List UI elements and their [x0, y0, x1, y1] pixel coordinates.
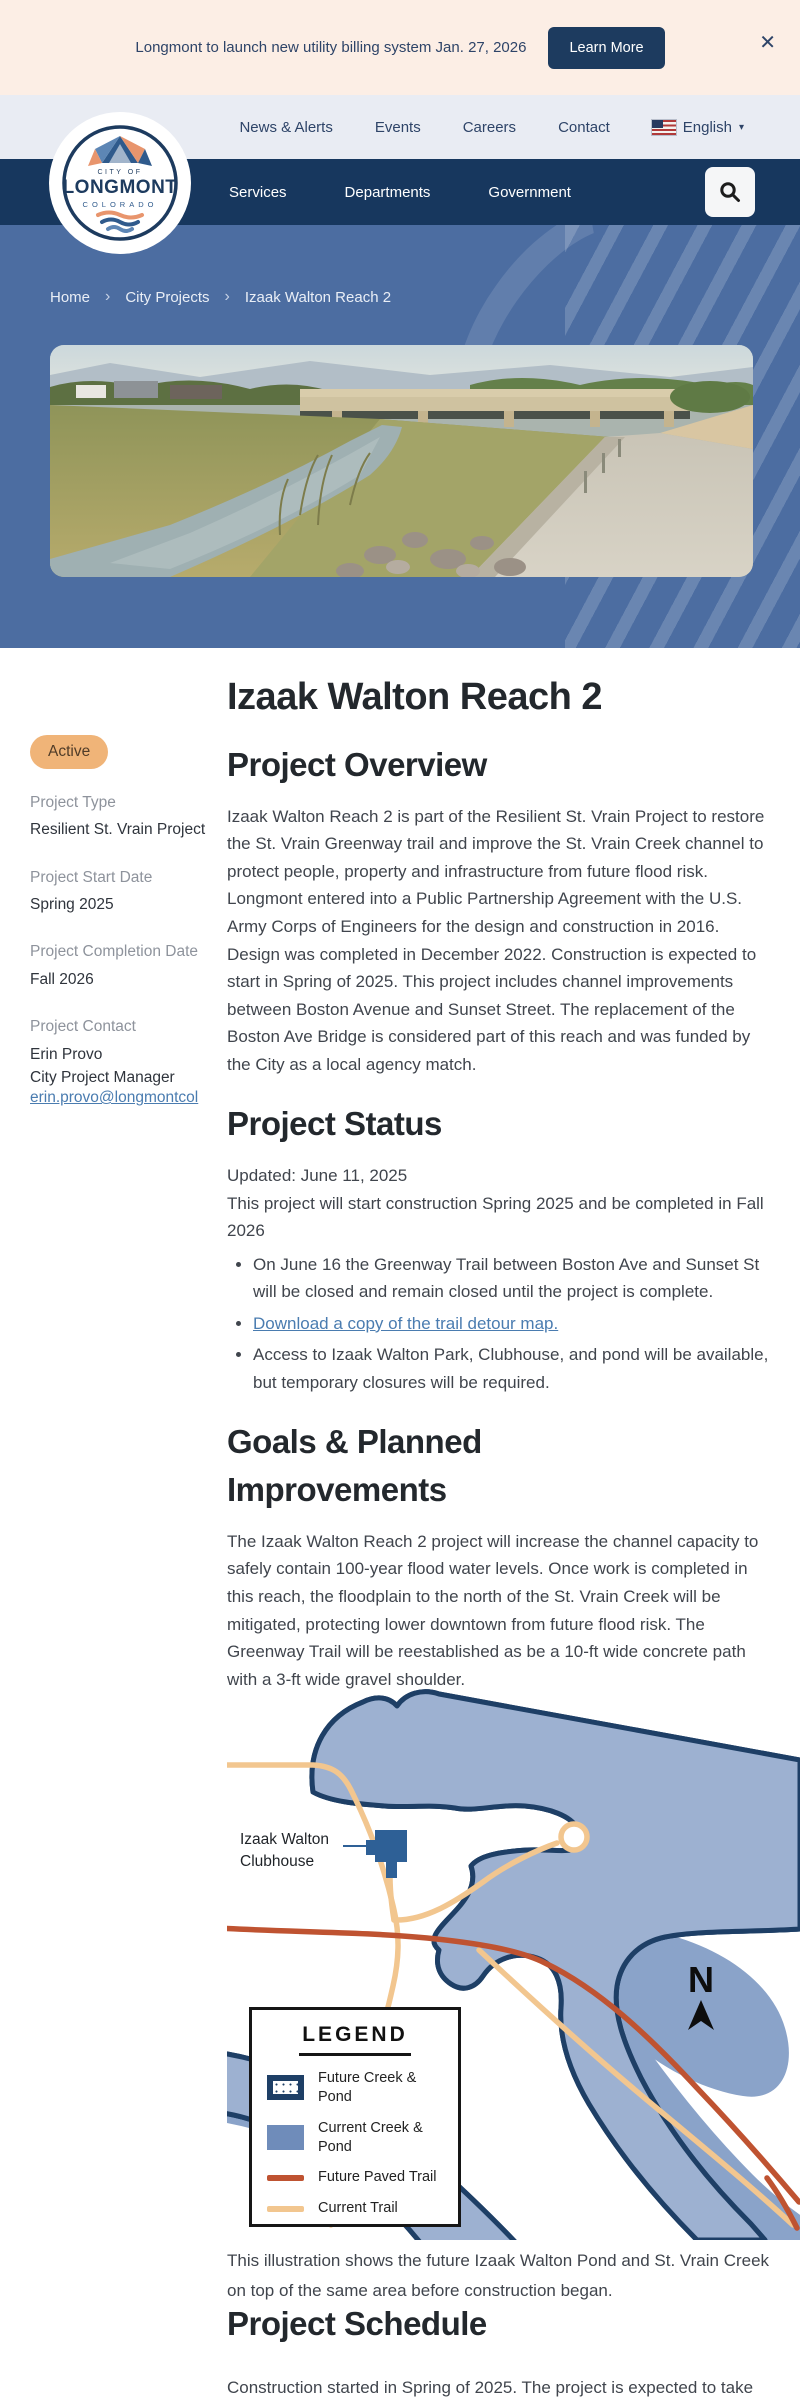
nav-government[interactable]: Government	[488, 183, 571, 201]
current-trail-swatch	[267, 2206, 304, 2212]
breadcrumb-separator: ›	[105, 288, 111, 305]
status-bullet	[253, 1341, 775, 1396]
overview-body: Izaak Walton Reach 2 is part of the Resilient St. Vrain Project to restore the St. Vrain Greenway trail and improve the St. Vrain Creek channel to protect people, property and infrastructure from future flood risk. Longmont entered into a Public Partnership Agreement with the U.S. Army Corps of Engineers for the design and construction in 2016. Design was completed in December 2022. Construction is expected to start in Spring of 2025. This project includes channel improvements between Boston Avenue and Sunset Street. The replacement of the Boston Ave Bridge is considered part of this reach and was funded by the City as a local agency match.	[227, 806, 765, 1074]
map-caption-line1: This illustration shows the future Izaak Walton Pond and St. Vrain Creek	[227, 2251, 770, 2270]
overview-heading: Project Overview	[227, 746, 487, 783]
field-value: Spring 2025	[30, 896, 114, 914]
status-bullet	[253, 1310, 775, 1338]
announcement-text: Longmont to launch new utility billing system Jan. 27, 2026	[135, 39, 527, 56]
nav-services[interactable]: Services	[229, 183, 287, 201]
page-title: Izaak Walton Reach 2	[227, 676, 603, 718]
logo-city-of: CITY OF	[97, 169, 143, 176]
city-logo[interactable]	[48, 111, 192, 255]
chevron-down-icon: ▾	[738, 121, 744, 133]
field-value: Fall 2026	[30, 970, 94, 988]
status-updated: Updated: June 11, 2025	[227, 1166, 408, 1185]
breadcrumb-home[interactable]: Home	[50, 288, 91, 306]
legend-label: Current Creek & Pond	[318, 2119, 423, 2155]
nav-news-alerts[interactable]: News & Alerts	[239, 118, 333, 136]
us-flag-icon	[652, 120, 676, 135]
project-map-illustration	[227, 1680, 800, 2240]
trail-loop	[561, 1824, 587, 1850]
legend-label: Current Trail	[318, 2200, 398, 2217]
status-bullet-text: Access to Izaak Walton Park, Clubhouse, and pond will be available, but temporary closures will be required.	[253, 1345, 769, 1392]
legend-label: Future Paved Trail	[318, 2169, 437, 2186]
search-icon	[718, 180, 742, 204]
nav-careers[interactable]: Careers	[462, 118, 517, 136]
main-content	[227, 676, 775, 1699]
language-label: English	[682, 118, 732, 136]
legend-item	[267, 2069, 443, 2107]
learn-more-button[interactable]: Learn More	[548, 27, 664, 69]
clubhouse-label-line2: Clubhouse	[240, 1853, 315, 1870]
contact-label: Project Contact	[30, 1018, 136, 1036]
status-bullet	[253, 1251, 775, 1306]
goals-body: The Izaak Walton Reach 2 project will increase the channel capacity to safely contain 100-year flood water levels. Once work is completed in this reach, the floodplain to the north of the St. Vrain Creek will be mitigated, protecting lower downtown from future flood risk. The Greenway Trail will be reestablished as be a 10-ft wide concrete path with a 3-ft wide gravel shoulder.	[227, 1531, 759, 1689]
future-creek-swatch	[267, 2075, 304, 2100]
current-creek-swatch	[267, 2125, 304, 2150]
legend-title-underline	[299, 2053, 411, 2056]
legend-item	[267, 2168, 443, 2187]
future-paved-trail-swatch	[267, 2175, 304, 2181]
status-bullet-text: On June 16 the Greenway Trail between Boston Ave and Sunset St will be closed and remain closed until the project is complete.	[253, 1254, 760, 1302]
contact-role: City Project Manager	[30, 1068, 175, 1086]
contact-name: Erin Provo	[30, 1045, 103, 1063]
legend-item	[267, 2119, 443, 2157]
language-selector[interactable]	[652, 119, 744, 136]
map-caption	[227, 2246, 769, 2306]
nav-events[interactable]: Events	[374, 118, 421, 136]
page-header-band	[0, 225, 800, 648]
map-caption-line2: on top of the same area before construction began.	[227, 2281, 613, 2300]
creek-photo-illustration	[50, 345, 753, 577]
breadcrumb-city-projects[interactable]: City Projects	[125, 288, 210, 306]
detour-map-link[interactable]: Download a copy of the trail detour map.	[253, 1313, 559, 1333]
legend-label: Future Creek & Pond	[318, 2070, 417, 2105]
project-hero-photo	[50, 345, 753, 577]
breadcrumb-separator: ›	[224, 288, 230, 305]
nav-departments[interactable]: Departments	[344, 183, 431, 201]
logo-name: LONGMONT	[62, 177, 178, 198]
status-intro: This project will start construction Spring 2025 and be completed in Fall 2026	[227, 1193, 764, 1241]
nav-contact[interactable]: Contact	[558, 118, 610, 136]
status-badge: Active	[30, 735, 108, 769]
field-label: Project Completion Date	[30, 943, 198, 961]
field-value: Resilient St. Vrain Project	[30, 821, 206, 839]
schedule-heading: Project Schedule	[227, 2305, 487, 2342]
legend-item	[267, 2199, 443, 2218]
announcement-banner	[0, 0, 800, 95]
field-label: Project Start Date	[30, 868, 153, 886]
project-meta-sidebar	[30, 792, 228, 1107]
clubhouse-label-line1: Izaak Walton	[240, 1831, 330, 1848]
breadcrumb-current: Izaak Walton Reach 2	[244, 288, 392, 306]
clubhouse-marker	[343, 1830, 407, 1878]
breadcrumb	[50, 288, 391, 306]
goals-heading: Goals & Planned Improvements	[227, 1423, 482, 1509]
schedule-body: Construction started in Spring of 2025. The project is expected to take	[227, 2378, 754, 2397]
search-button[interactable]	[705, 167, 755, 217]
close-icon[interactable]: ✕	[759, 32, 776, 54]
map-legend	[249, 2007, 461, 2227]
contact-email-link[interactable]: erin.provo@longmontcol	[30, 1089, 199, 1107]
field-label: Project Type	[30, 794, 116, 811]
status-heading: Project Status	[227, 1105, 442, 1143]
logo-state: COLORADO	[82, 200, 158, 209]
compass-n-label: N	[688, 1959, 714, 2000]
status-bullet-list	[233, 1251, 775, 1397]
legend-title: LEGEND	[302, 2023, 408, 2046]
